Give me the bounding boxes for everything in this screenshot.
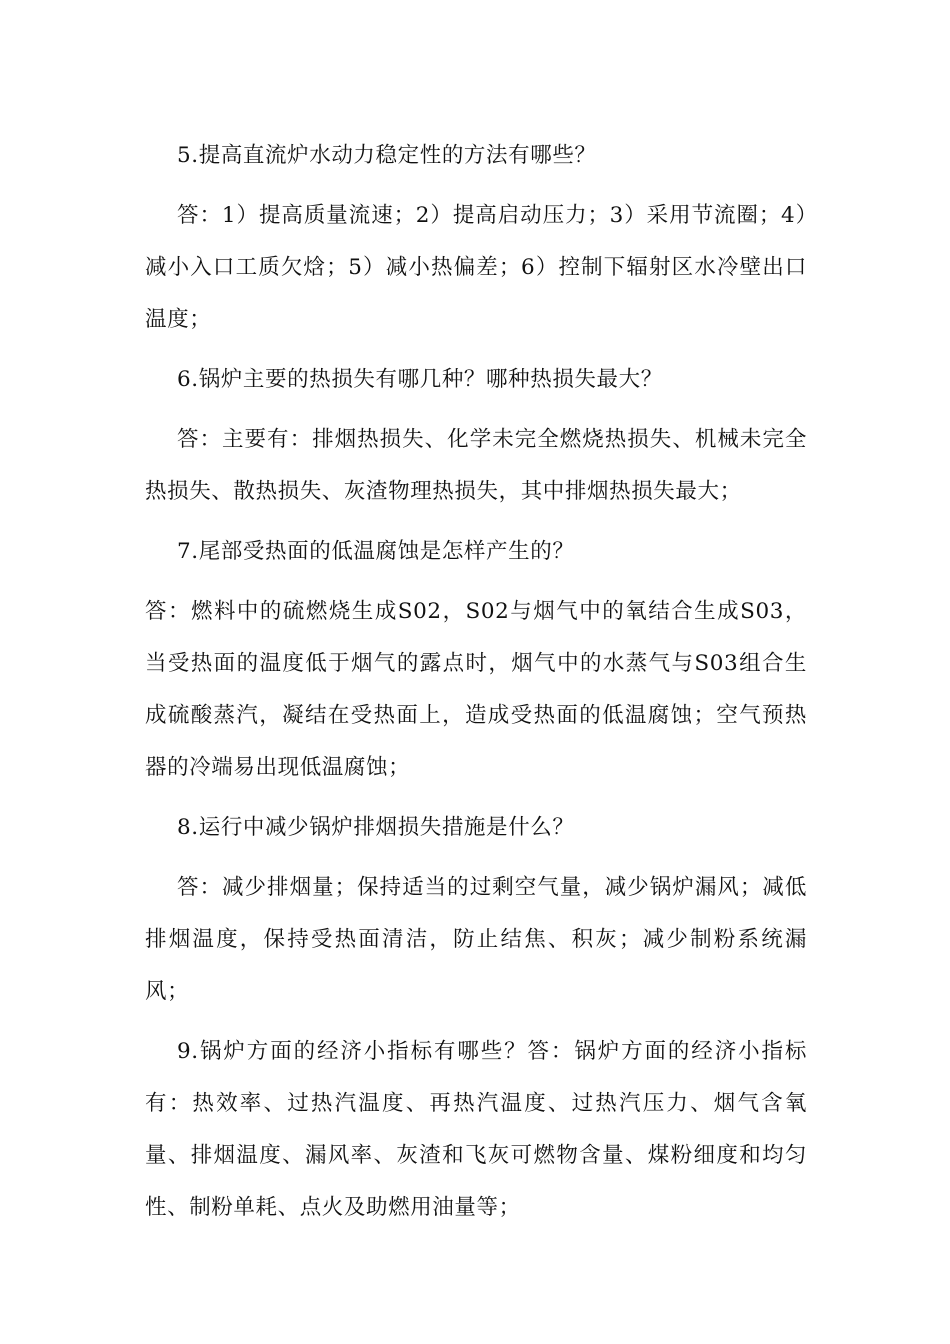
question-7: 7.尾部受热面的低温腐蚀是怎样产生的？ [177,539,575,564]
answer-5: 答：1）提高质量流速；2）提高启动压力；3）采用节流圈；4）减小入口工质欠焓；5）减小热偏差；6）控制下辐射区水冷壁出口温度； [145,203,807,332]
question-5: 5.提高直流炉水动力稳定性的方法有哪些？ [177,143,597,168]
document-body [145,130,807,1242]
answer-6: 答：主要有：排烟热损失、化学未完全燃烧热损失、机械未完全热损失、散热损失、灰渣物理热损失，其中排烟热损失最大； [145,427,807,504]
answer-7: 答：燃料中的硫燃烧生成S02，S02与烟气中的氧结合生成S03，当受热面的温度低于烟气的露点时，烟气中的水蒸气与S03组合生成硫酸蒸汽，凝结在受热面上，造成受热面的低温腐蚀；空气预热器的冷端易出现低温腐蚀； [145,599,807,780]
answer-8: 答：减少排烟量；保持适当的过剩空气量，减少锅炉漏风；减低排烟温度，保持受热面清洁，防止结焦、积灰；减少制粉系统漏风； [145,875,807,1004]
question-6: 6.锅炉主要的热损失有哪几种？哪种热损失最大？ [177,367,663,392]
question-8: 8.运行中减少锅炉排烟损失措施是什么？ [177,815,575,840]
question-9-and-answer: 9.锅炉方面的经济小指标有哪些？答：锅炉方面的经济小指标有：热效率、过热汽温度、再热汽温度、过热汽压力、烟气含氧量、排烟温度、漏风率、灰渣和飞灰可燃物含量、煤粉细度和均匀性、制粉单耗、点火及助燃用油量等； [145,1039,807,1220]
